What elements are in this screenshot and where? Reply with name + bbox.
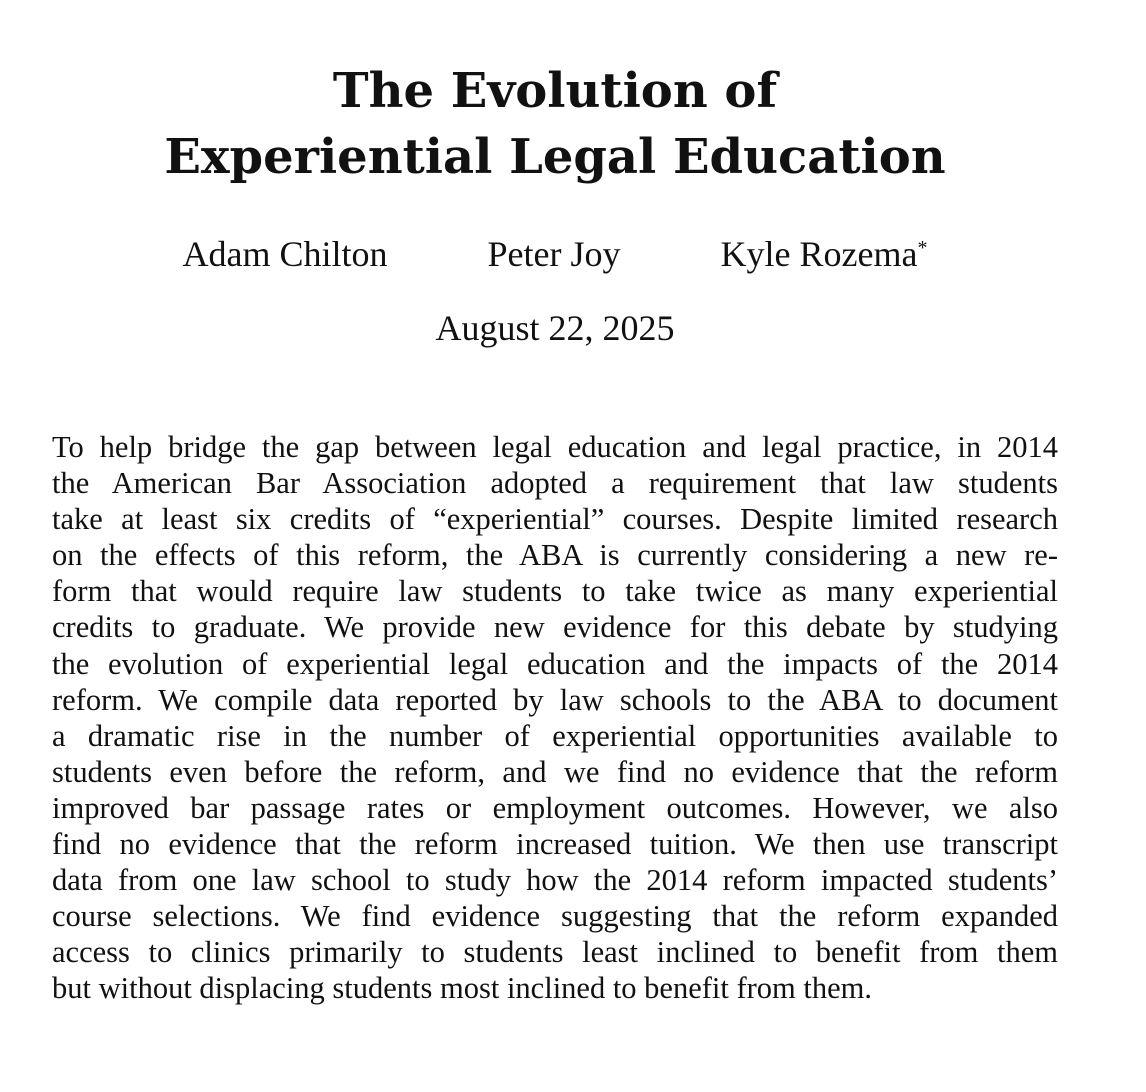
- abstract-line: a dramatic rise in the number of experiential opportunities available to: [52, 718, 1058, 753]
- author-name: Kyle Rozema: [720, 234, 918, 274]
- author-name: Adam Chilton: [182, 234, 388, 274]
- abstract-line: course selections. We find evidence suggesting that the reform expanded: [52, 899, 1058, 934]
- abstract-line: reform. We compile data reported by law schools to the ABA to document: [52, 682, 1058, 717]
- abstract-line: the American Bar Association adopted a requirement that law students: [52, 466, 1058, 501]
- abstract-line: find no evidence that the reform increased tuition. We then use transcript: [52, 827, 1058, 862]
- abstract-line: data from one law school to study how the 2014 reform impacted students’: [52, 863, 1058, 898]
- abstract-line: To help bridge the gap between legal education and legal practice, in 2014: [52, 430, 1058, 464]
- abstract-line: take at least six credits of “experiential” courses. Despite limited research: [52, 502, 1058, 537]
- abstract-line: students even before the reform, and we find no evidence that the reform: [52, 754, 1058, 789]
- abstract-line: credits to graduate. We provide new evidence for this debate by studying: [52, 610, 1058, 645]
- abstract: [52, 429, 1058, 1007]
- abstract-line: access to clinics primarily to students least inclined to benefit from them: [52, 935, 1058, 970]
- author-footnote-mark: *: [917, 237, 928, 259]
- abstract-line: on the effects of this reform, the ABA is currently considering a new re-: [52, 538, 1058, 573]
- paper-title-line-1: The Evolution of: [332, 63, 778, 119]
- author: [721, 232, 928, 276]
- author-name: Peter Joy: [487, 234, 621, 274]
- paper-title-line-2: Experiential Legal Education: [164, 129, 946, 185]
- abstract-line: the evolution of experiential legal education and the impacts of the 2014: [52, 646, 1058, 681]
- abstract-line: but without displacing students most inclined to benefit from them.: [52, 971, 873, 1006]
- author-list: [0, 232, 1110, 276]
- paper-title: [0, 58, 1110, 190]
- author: [488, 232, 621, 276]
- abstract-line: form that would require law students to take twice as many experiential: [52, 574, 1058, 609]
- paper-date: August 22, 2025: [435, 308, 675, 348]
- author: [183, 232, 388, 276]
- abstract-line: improved bar passage rates or employment outcomes. However, we also: [52, 790, 1058, 825]
